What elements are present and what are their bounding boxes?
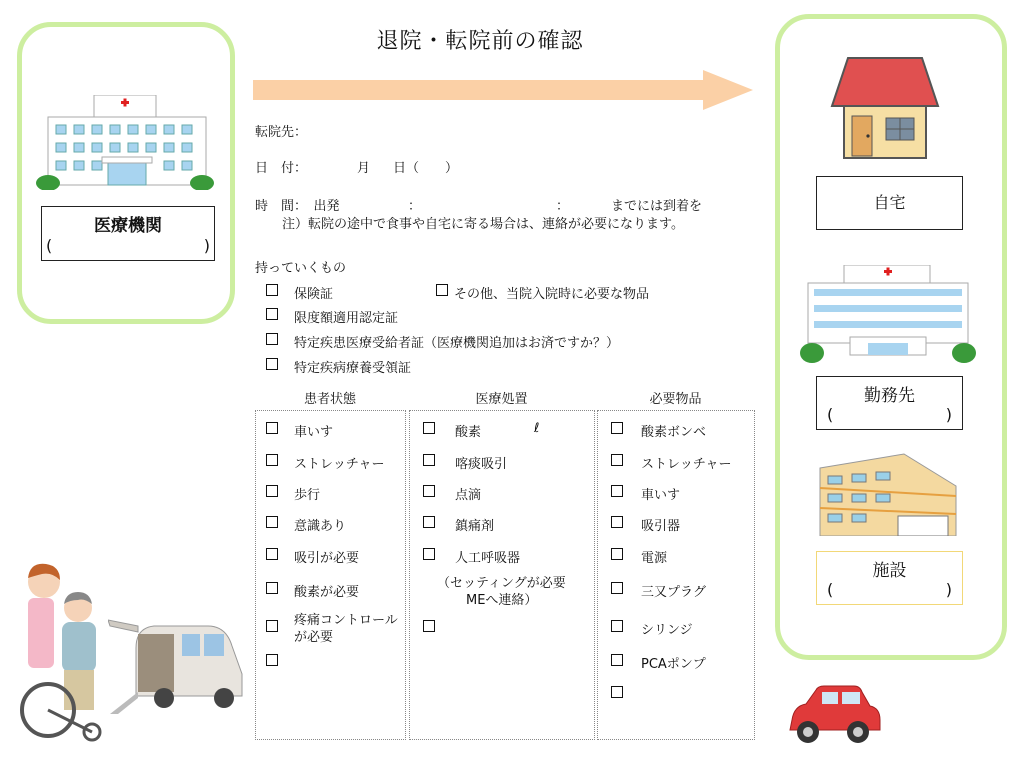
home-label: 自宅 [816,176,963,230]
bring-items-title: 持っていくもの [255,261,347,276]
date-month-label: 月 [357,161,371,176]
patient-pain-control-label-2: が必要 [294,630,334,645]
checkbox-square[interactable] [611,582,623,594]
checkbox-square[interactable] [266,358,278,370]
patient-pain-control-label-1: 疼痛コントロール [294,613,398,628]
date-day-label: 日（ ） [393,161,459,176]
facility-label-box: 施設 ( ) [816,551,963,605]
checkbox-square[interactable] [266,654,278,666]
facility-label: 施設 [872,561,907,581]
treatment-header: 医療処置 [475,392,528,407]
checkbox-square[interactable] [266,485,278,497]
ventilator-note-2: MEへ連絡） [466,593,538,608]
checkbox-square[interactable] [423,516,435,528]
checkbox-square[interactable] [423,454,435,466]
checkbox-square[interactable] [436,284,448,296]
origin-institution-label-box: 医療機関 ( ) [41,206,215,261]
wheelchair-people-icon [18,560,108,750]
car-icon [786,684,882,746]
checkbox-square[interactable] [611,422,623,434]
house-icon [830,56,940,160]
workplace-label-box: 勤務先 ( ) [816,376,963,430]
checkbox-square[interactable] [423,620,435,632]
ventilator-note-1: （セッティングが必要 [437,576,566,591]
arrival-label: までには到着を [611,199,703,214]
office-building-icon [800,265,976,363]
direction-arrow-icon [253,70,753,110]
origin-institution-label: 医療機関 [94,216,162,236]
time-label: 時 間： 出発 [255,199,340,214]
workplace-label: 勤務先 [864,386,915,406]
checkbox-square[interactable] [266,422,278,434]
apartment-icon [818,452,958,536]
checkbox-square[interactable] [423,548,435,560]
checkbox-square[interactable] [266,333,278,345]
supplies-header: 必要物品 [649,392,702,407]
checkbox-square[interactable] [266,548,278,560]
checkbox-square[interactable] [266,620,278,632]
van-icon [108,618,246,714]
checkbox-square[interactable] [611,686,623,698]
checkbox-square[interactable] [423,422,435,434]
checkbox-square[interactable] [611,548,623,560]
time-colon-1: ： [408,199,422,214]
checkbox-square[interactable] [266,582,278,594]
checkbox-square[interactable] [266,454,278,466]
hospital-icon [36,95,216,190]
checkbox-square[interactable] [611,654,623,666]
checkbox-square[interactable] [611,516,623,528]
transfer-destination-label: 転院先： [255,125,308,140]
time-colon-2: ： [556,199,570,214]
checkbox-square[interactable] [266,516,278,528]
oxygen-unit: ℓ [534,421,540,436]
checkbox-square[interactable] [611,620,623,632]
checkbox-square[interactable] [611,454,623,466]
checkbox-square[interactable] [423,485,435,497]
checkbox-square[interactable] [266,308,278,320]
page-title: 退院・転院前の確認 [376,29,584,54]
date-label: 日 付： [255,161,308,176]
checkbox-square[interactable] [611,485,623,497]
transfer-note: 注）転院の途中で食事や自宅に寄る場合は、連絡が必要になります。 [282,217,684,232]
checkbox-square[interactable] [266,284,278,296]
patient-status-header: 患者状態 [303,392,356,407]
